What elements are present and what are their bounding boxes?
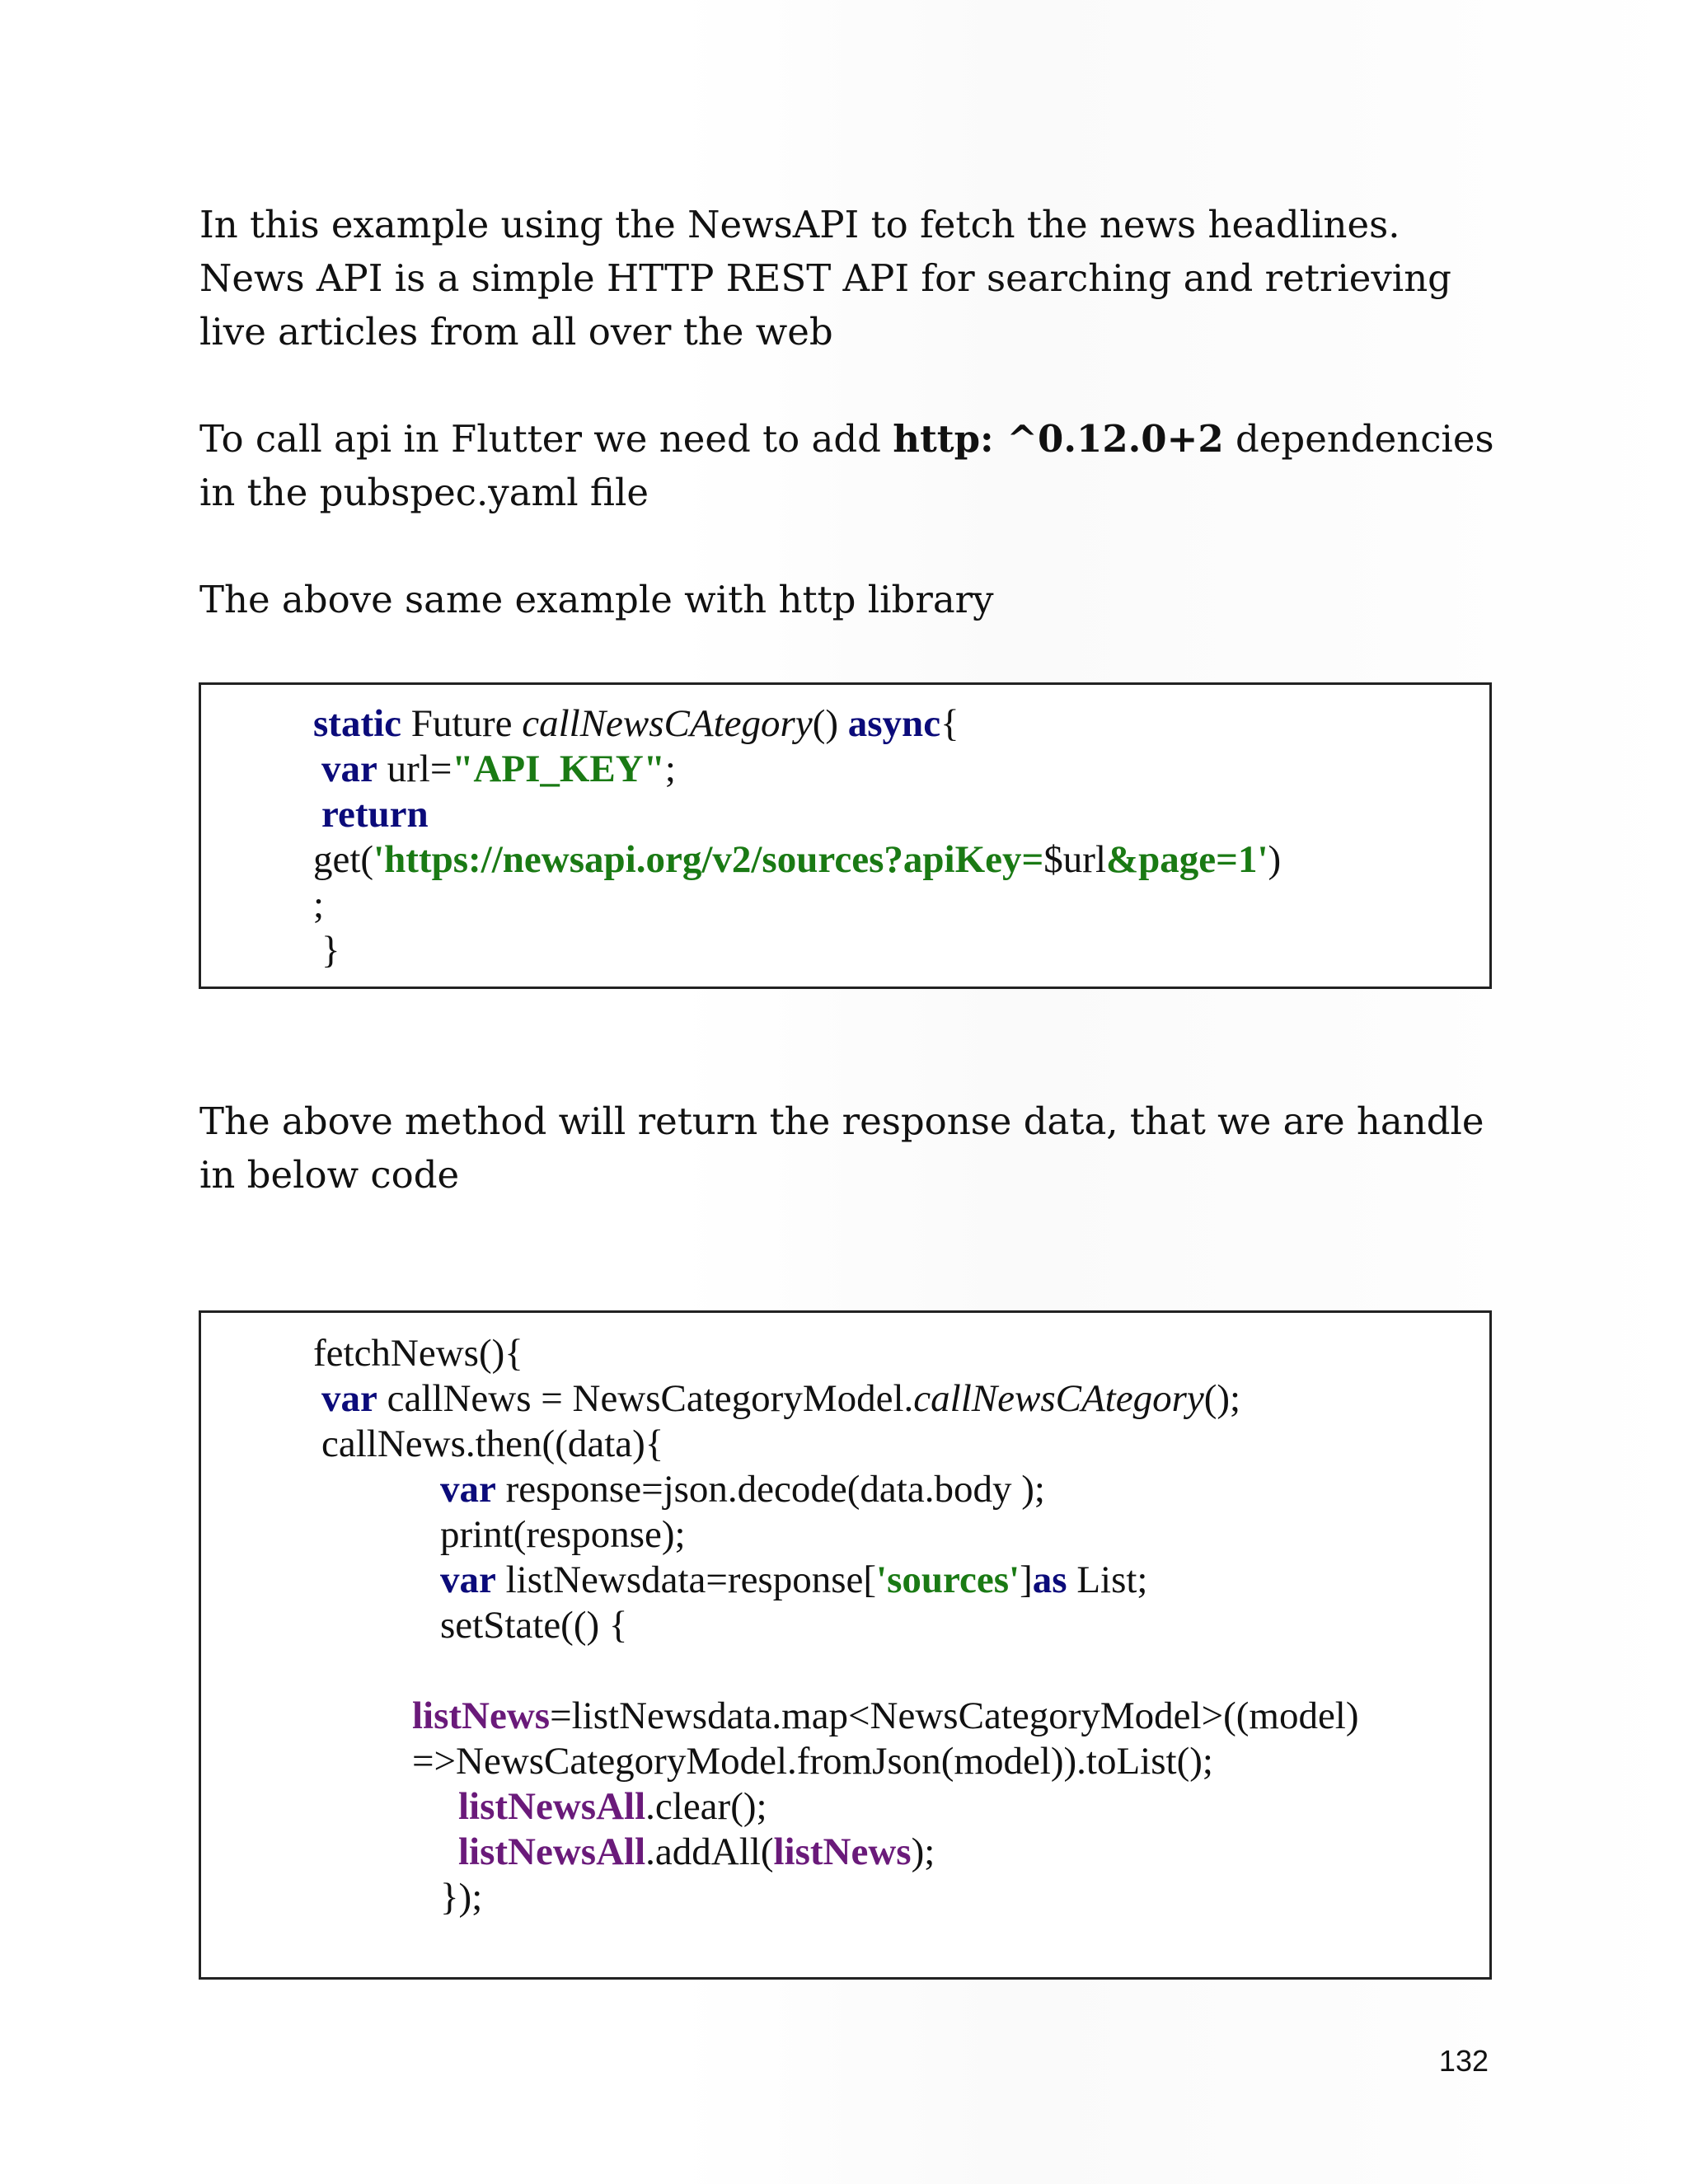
code-text: List; (1067, 1558, 1148, 1601)
code-keyword: static (313, 702, 402, 745)
code-text: .clear(); (645, 1785, 767, 1828)
dependency-version: http: ^0.12.0+2 (893, 417, 1224, 461)
intro-paragraph: In this example using the NewsAPI to fetch the news headlines. News API is a simple HTTP REST API for searching and retrieving live articles from all over the web (199, 203, 1451, 354)
code-keyword: var (440, 1468, 496, 1511)
code-method-name: callNewsCAtegory (913, 1377, 1204, 1420)
code-string: &page=1' (1106, 838, 1268, 881)
code-text: callNews = NewsCategoryModel. (377, 1377, 914, 1420)
code2-line-2 (321, 1376, 1240, 1422)
code-text: url= (377, 748, 452, 790)
code-text: Future (401, 702, 523, 745)
code-string: 'https://newsapi.org/v2/sources?apiKey= (373, 838, 1044, 881)
code2-line-1: fetchNews(){ (313, 1332, 523, 1375)
code2-line-10 (458, 1784, 767, 1830)
code-keyword: var (440, 1558, 496, 1601)
code2-line-8 (412, 1694, 1359, 1739)
response-paragraph: The above method will return the response data, that we are handle in below code (199, 1099, 1484, 1197)
code2-line-5: print(response); (440, 1513, 686, 1556)
code-field: listNewsAll (458, 1785, 646, 1828)
code-keyword: async (847, 702, 941, 745)
code-text: ] (1020, 1558, 1033, 1601)
code-text: { (940, 702, 959, 745)
code-text: ) (1268, 838, 1282, 881)
code-text: listNewsdata=response[ (495, 1558, 877, 1601)
code-text: get( (313, 838, 374, 881)
code-text: response=json.decode(data.body ); (495, 1468, 1045, 1511)
code1-line-6: } (321, 929, 340, 972)
code-keyword: var (321, 748, 377, 790)
code2-line-3: callNews.then((data){ (321, 1422, 664, 1465)
code2-line-4 (440, 1467, 1045, 1512)
page-number: 132 (1438, 2044, 1489, 2078)
code-text: $url (1043, 838, 1107, 881)
code-text: ; (664, 748, 676, 790)
code1-line-5: ; (313, 883, 325, 926)
code-keyword: var (321, 1377, 377, 1420)
code-text: =listNewsdata.map<NewsCategoryModel>((model) (550, 1694, 1359, 1737)
dependency-paragraph (199, 412, 1502, 519)
code-text: .addAll( (645, 1830, 774, 1873)
example-intro-paragraph: The above same example with http library (199, 578, 994, 621)
code1-line-1 (313, 701, 959, 747)
code-keyword: return (321, 793, 429, 836)
code-field: listNews (773, 1830, 912, 1873)
code-string: 'sources' (876, 1558, 1020, 1601)
code-text: (); (1203, 1377, 1241, 1420)
code-method-name: callNewsCAtegory (522, 702, 813, 745)
code1-line-4 (313, 837, 1281, 883)
code-block-fetch (199, 682, 1492, 989)
code-field: listNewsAll (458, 1830, 646, 1873)
code-field: listNews (412, 1694, 551, 1737)
code2-line-6 (440, 1558, 1148, 1603)
code2-line-12: }); (440, 1876, 483, 1919)
code2-line-11 (458, 1830, 935, 1875)
code-text: () (812, 702, 848, 745)
code1-line-3 (321, 792, 429, 837)
code-text: ); (911, 1830, 935, 1873)
code-block-handle (199, 1310, 1492, 1980)
dependency-text-before: To call api in Flutter we need to add (199, 417, 893, 461)
dependency-text-after: dependencies in the pubspec.yaml file (199, 417, 1494, 514)
code-string: "API_KEY" (452, 748, 665, 790)
code-keyword: as (1032, 1558, 1067, 1601)
code2-line-9: =>NewsCategoryModel.fromJson(model)).toList(); (412, 1740, 1213, 1783)
code2-line-7: setState(() { (440, 1604, 628, 1647)
code1-line-2 (321, 747, 676, 792)
